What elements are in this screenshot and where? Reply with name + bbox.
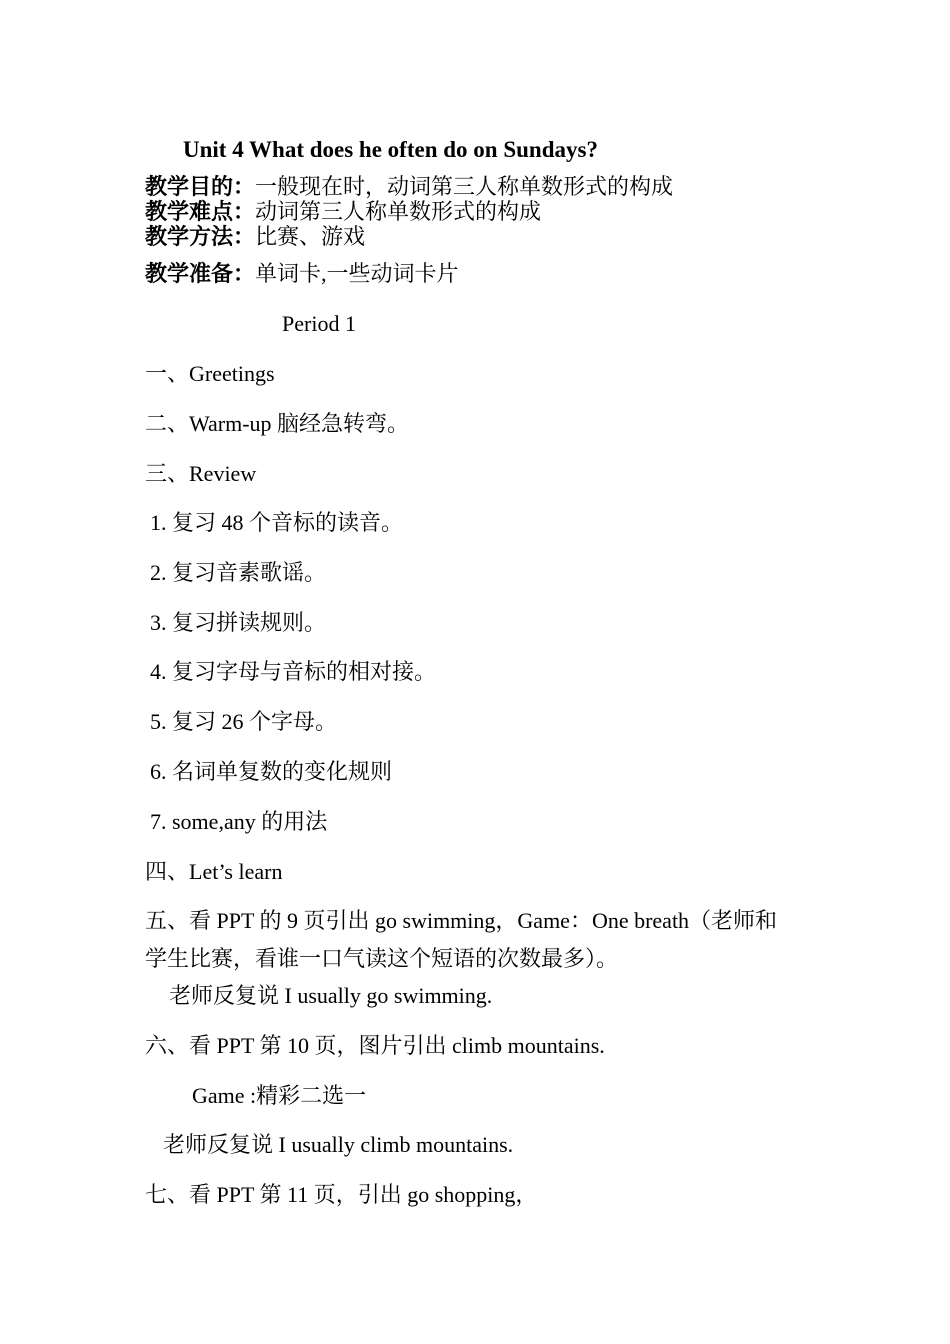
review-item: 7. some,any 的用法 <box>150 809 328 834</box>
step5-repeat: 老师反复说 I usually go swimming. <box>169 983 493 1008</box>
meta-objective-value: 一般现在时，动词第三人称单数形式的构成 <box>255 174 674 199</box>
step-learn: 四、Let’s learn <box>145 859 283 884</box>
meta-objective <box>145 174 673 200</box>
period-heading: Period 1 <box>282 311 356 336</box>
review-item: 4. 复习字母与音标的相对接。 <box>150 659 437 684</box>
meta-difficulty-label: 教学难点： <box>145 199 256 224</box>
document-title: Unit 4 What does he often do on Sundays? <box>183 137 598 162</box>
step-review: 三、Review <box>145 461 257 486</box>
review-item: 2. 复习音素歌谣。 <box>150 560 327 585</box>
meta-preparation-value: 单词卡,一些动词卡片 <box>255 261 459 286</box>
review-item: 6. 名词单复数的变化规则 <box>150 759 393 784</box>
meta-difficulty-value: 动词第三人称单数形式的构成 <box>255 199 542 224</box>
review-item: 1. 复习 48 个音标的读音。 <box>150 510 404 535</box>
meta-difficulty <box>145 199 541 225</box>
meta-method-value: 比赛、游戏 <box>255 224 366 249</box>
meta-preparation <box>145 261 459 287</box>
step-greetings: 一、Greetings <box>145 361 275 386</box>
review-item: 5. 复习 26 个字母。 <box>150 709 338 734</box>
step6-game: Game :精彩二选一 <box>192 1083 367 1108</box>
meta-method <box>145 224 365 250</box>
step7: 七、看 PPT 第 11 页，引出 go shopping， <box>145 1182 538 1207</box>
step5-line2: 学生比赛，看谁一口气读这个短语的次数最多）。 <box>145 946 619 971</box>
meta-method-label: 教学方法： <box>145 224 256 249</box>
meta-objective-label: 教学目的： <box>145 174 256 199</box>
step-warmup: 二、Warm-up 脑经急转弯。 <box>145 411 410 436</box>
review-item: 3. 复习拼读规则。 <box>150 610 327 635</box>
step5-line1: 五、看 PPT 的 9 页引出 go swimming，Game：One breath（老师和 <box>145 908 778 933</box>
step6-repeat: 老师反复说 I usually climb mountains. <box>163 1132 514 1157</box>
meta-preparation-label: 教学准备： <box>145 261 256 286</box>
step6: 六、看 PPT 第 10 页，图片引出 climb mountains. <box>145 1033 605 1058</box>
